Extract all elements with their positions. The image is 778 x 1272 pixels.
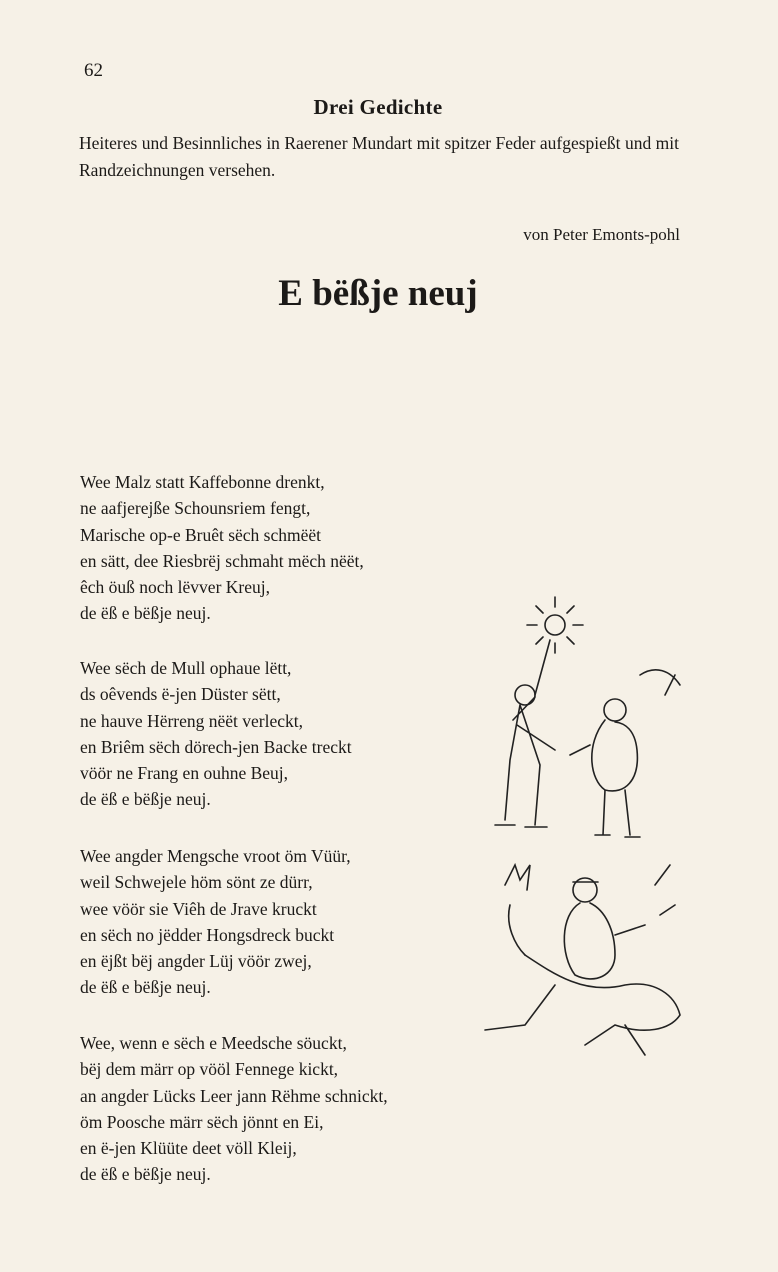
men-sketch [495, 640, 680, 837]
stanza [80, 655, 352, 813]
verse-line: ne aafjerejße Schounsriem fengt, [80, 498, 311, 519]
stanza [80, 843, 351, 1001]
verse-line: êch öuß noch lëvver Kreuj, [80, 577, 270, 598]
verse-line: weil Schwejele höm sönt ze dürr, [80, 872, 313, 893]
stanza [80, 469, 364, 627]
sun-sketch [527, 597, 583, 653]
verse-line: bëj dem märr op vööl Fennege kickt, [80, 1059, 339, 1080]
margin-illustration [465, 585, 695, 1075]
verse-line: wee vöör sie Viêh de Jrave kruckt [80, 898, 317, 919]
verse-line: öm Poosche märr sëch jönnt en Ei, [80, 1111, 324, 1132]
verse-line: ds oêvends ë-jen Düster sëtt, [80, 684, 281, 705]
verse-line: en sëch no jëdder Hongsdreck buckt [80, 924, 335, 945]
article-title: Drei Gedichte [313, 95, 443, 119]
verse-line: en ë-jen Klüüte deet völl Kleij, [80, 1138, 297, 1159]
verse-line: Wee sëch de Mull ophaue lëtt, [80, 658, 292, 678]
verse-line: Wee angder Mengsche vroot öm Vüür, [80, 846, 351, 866]
verse-line: vöör ne Frang en ouhne Beuj, [80, 763, 289, 784]
verse-line: en Briêm sëch dörech-jen Backe treckt [80, 736, 352, 757]
verse-line: de ëß e bëßje neuj. [80, 977, 211, 998]
author-byline: von Peter Emonts-pohl [523, 225, 680, 244]
page-number: 62 [84, 60, 103, 81]
verse-line: de ëß e bëßje neuj. [80, 1164, 211, 1185]
verse-line: Wee Malz statt Kaffebonne drenkt, [80, 472, 325, 492]
verse-line: de ëß e bëßje neuj. [80, 789, 211, 810]
verse-line: en sätt, dee Riesbrëj schmaht mëch nëët, [80, 550, 364, 571]
verse-line: Marische op-e Bruêt sëch schmëët [80, 524, 322, 545]
goat-rider-sketch [485, 865, 680, 1055]
verse-line: ne hauve Hërreng nëët verleckt, [80, 710, 304, 731]
verse-line: en ëjßt bëj angder Lüj vöör zwej, [80, 951, 312, 972]
stanza [80, 1030, 388, 1188]
poem-title: E bëßje neuj [278, 273, 478, 314]
verse-line: de ëß e bëßje neuj. [80, 603, 211, 624]
article-subtitle: Heiteres und Besinnliches in Raerener Mundart mit spitzer Feder aufgespießt und mit Randzeichnungen versehen. [79, 133, 679, 180]
verse-line: an angder Lücks Leer jann Rëhme schnickt, [80, 1085, 388, 1106]
verse-line: Wee, wenn e sëch e Meedsche söuckt, [80, 1033, 347, 1053]
